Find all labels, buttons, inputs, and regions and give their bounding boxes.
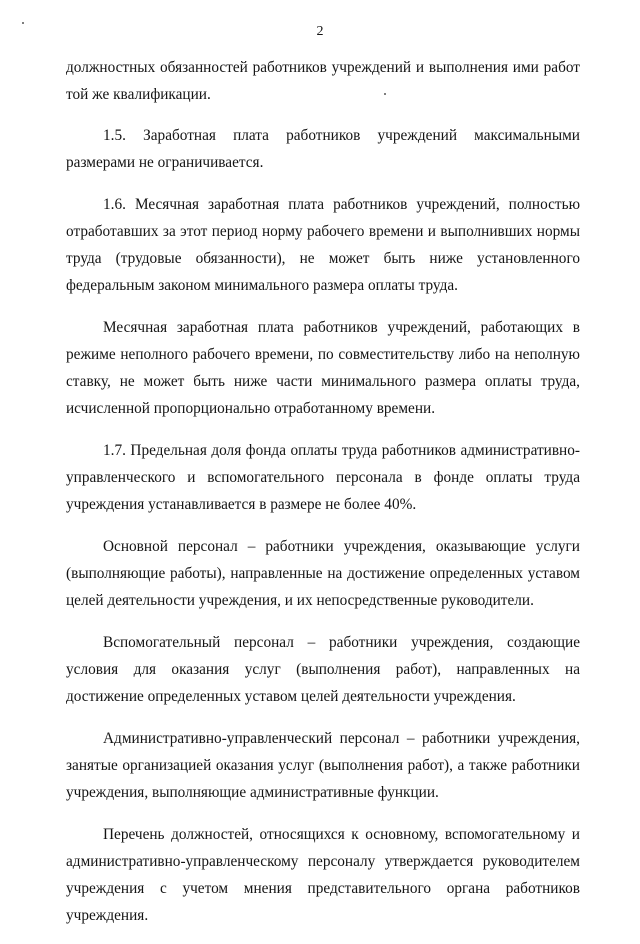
paragraph-1-7: 1.7. Предельная доля фонда оплаты труда работников административно-управленческого и вспомогательного персонала в фонде оплаты труда учреждения устанавливается в размере не более 40%. [66,442,580,513]
paragraph-1-5: 1.5. Заработная плата работников учреждений максимальными размерами не ограничивается. [66,127,580,171]
paragraph-support-staff: Вспомогательный персонал – работники учреждения, создающие условия для оказания услуг (выполнения работ), направленных на достижение определенных уставом целей деятельности учреждения. [66,634,580,705]
paragraph-continuation: должностных обязанностей работников учреждений и выполнения ими работ той же квалификации. [66,59,580,103]
paragraph-main-staff: Основной персонал – работники учреждения, оказывающие услуги (выполняющие работы), направленные на достижение определенных уставом целей деятельности учреждения, и их непосредственные руководители. [66,538,580,609]
paragraph-part-time: Месячная заработная плата работников учреждений, работающих в режиме неполного рабочего времени, по совместительству либо на неполную ставку, не может быть ниже части минимального размера оплаты труда, исчисленной пропорционально отработанному времени. [66,319,580,417]
paragraph-1-6: 1.6. Месячная заработная плата работников учреждений, полностью отработавших за этот период норму рабочего времени и выполнивших нормы труда (трудовые обязанности), не может быть ниже установленного федеральным законом минимального размера оплаты труда. [66,196,580,294]
scan-mark [22,22,24,24]
paragraph-positions-list: Перечень должностей, относящихся к основному, вспомогательному и административно-управленческому персоналу утверждается руководителем учреждения с учетом мнения представительного органа работников учреждения. [66,826,580,924]
document-body [66,54,580,944]
page-number: 2 [316,24,324,39]
paragraph-admin-staff: Административно-управленческий персонал – работники учреждения, занятые организацией оказания услуг (выполнения работ), а также работники учреждения, выполняющие административные функции. [66,730,580,801]
